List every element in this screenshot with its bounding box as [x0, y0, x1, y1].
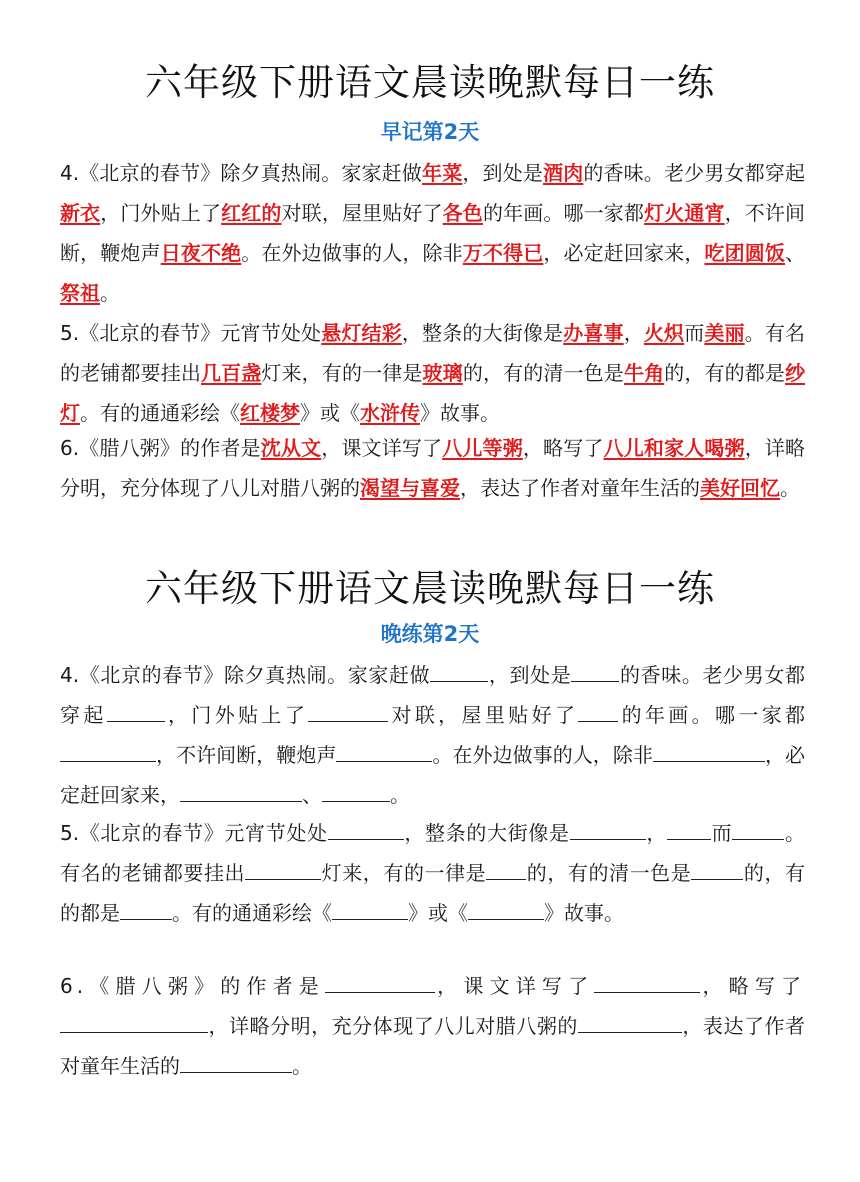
- text-segment: ，: [645, 821, 668, 845]
- text-segment: ，表达了作者对童年生活的: [460, 476, 700, 500]
- morning-question-6: [60, 428, 805, 508]
- text-segment: 的年画。哪一家都: [618, 703, 806, 727]
- text-segment: 》或《: [408, 901, 468, 925]
- text-segment: 。在外边做事的人，除非: [432, 743, 653, 767]
- text-segment: 。在外边做事的人，除非: [241, 241, 463, 265]
- morning-subtitle: 早记第2天: [380, 120, 480, 144]
- page-title-repeat: 六年级下册语文晨读晚默每日一练: [145, 567, 715, 610]
- answer-blank[interactable]: [180, 779, 302, 802]
- text-segment: 的，有的都是: [60, 861, 806, 925]
- text-segment: 。: [292, 1054, 312, 1078]
- text-segment: 》故事。: [420, 401, 500, 425]
- answer: 悬灯结彩: [321, 321, 402, 345]
- answer-blank[interactable]: [468, 897, 544, 920]
- evening-subtitle: 晚练第2天: [380, 622, 480, 646]
- text-segment: ，详略分明，充分体现了八儿对腊八粥的: [208, 1014, 578, 1038]
- morning-question-5: [60, 313, 805, 433]
- text-segment: 灯来，有的一律是: [261, 361, 423, 385]
- answer-blank[interactable]: [60, 739, 156, 762]
- text-segment: 。有的通通彩绘《: [172, 901, 332, 925]
- answer-blank[interactable]: [732, 817, 784, 840]
- answer-blank[interactable]: [571, 659, 619, 682]
- text-segment: 的，有的清一色是: [462, 361, 624, 385]
- answer: 万不得已: [462, 241, 544, 265]
- answer-blank[interactable]: [430, 659, 488, 682]
- answer-blank[interactable]: [328, 817, 404, 840]
- answer: 日夜不绝: [160, 241, 242, 265]
- text-segment: 。有名的老铺都要挂出: [60, 821, 806, 885]
- text-segment: 的香味。老少男女都穿起: [583, 161, 805, 185]
- answer-blank[interactable]: [486, 857, 526, 880]
- evening-question-4: [60, 655, 805, 815]
- answer-blank[interactable]: [578, 699, 618, 722]
- text-segment: ，到处是: [488, 663, 572, 687]
- evening-question-6: [60, 966, 805, 1086]
- morning-question-4: [60, 153, 805, 313]
- text-segment: ，略写了: [522, 436, 604, 460]
- text-segment: 的，有的都是: [664, 361, 786, 385]
- text-segment: 而: [711, 821, 733, 845]
- answer-blank[interactable]: [325, 970, 435, 993]
- answer-blank[interactable]: [691, 857, 743, 880]
- answer: 新衣: [60, 201, 101, 225]
- text-segment: 、: [302, 783, 322, 807]
- text-segment: 6.《腊八粥》的作者是: [60, 974, 325, 998]
- answer: 红红的: [221, 201, 282, 225]
- answer: 牛角: [623, 361, 665, 385]
- answer: 纱灯: [60, 361, 806, 425]
- answer: 灯火通宵: [644, 201, 725, 225]
- answer: 年菜: [422, 161, 463, 185]
- answer-blank[interactable]: [120, 897, 172, 920]
- text-segment: 、: [785, 241, 806, 265]
- text-segment: 。有名的老铺都要挂出: [60, 321, 806, 385]
- answer: 渴望与喜爱: [360, 476, 460, 500]
- answer: 酒肉: [543, 161, 584, 185]
- text-segment: 》故事。: [544, 901, 624, 925]
- text-segment: 对联，屋里贴好了: [388, 703, 579, 727]
- answer: 玻璃: [422, 361, 463, 385]
- text-segment: 。: [390, 783, 410, 807]
- answer-blank[interactable]: [332, 897, 408, 920]
- text-segment: 》或《: [300, 401, 360, 425]
- answer-blank[interactable]: [322, 779, 390, 802]
- evening-question-5: [60, 813, 805, 933]
- text-segment: ，必定赶回家来，: [543, 241, 705, 265]
- answer: 吃团圆饭: [704, 241, 786, 265]
- text-segment: 。有的通通彩绘《: [80, 401, 240, 425]
- answer-blank[interactable]: [594, 970, 700, 993]
- text-segment: ，到处是: [462, 161, 544, 185]
- text-segment: ，表达了作者对童年生活的: [60, 1014, 806, 1078]
- text-segment: 而: [684, 321, 705, 345]
- answer-blank[interactable]: [570, 817, 646, 840]
- answer: 八儿和家人喝粥: [603, 436, 745, 460]
- text-segment: 4.《北京的春节》除夕真热闹。家家赶做: [60, 161, 423, 185]
- answer-blank[interactable]: [60, 1010, 208, 1033]
- answer: 红楼梦: [240, 401, 300, 425]
- answer: 水浒传: [360, 401, 420, 425]
- text-segment: 灯来，有的一律是: [321, 861, 487, 885]
- text-segment: 的年画。哪一家都: [482, 201, 645, 225]
- text-segment: ，课文详写了: [434, 974, 595, 998]
- answer-blank[interactable]: [336, 739, 432, 762]
- text-segment: 5.《北京的春节》元宵节处处: [60, 821, 328, 845]
- answer-blank[interactable]: [107, 699, 165, 722]
- text-segment: ，不许间断，鞭炮声: [60, 201, 806, 265]
- answer-blank[interactable]: [667, 817, 711, 840]
- text-segment: ，整条的大街像是: [401, 321, 564, 345]
- text-segment: ，: [623, 321, 644, 345]
- answer: 祭祖: [60, 281, 100, 305]
- answer: 各色: [442, 201, 483, 225]
- text-segment: 6.《腊八粥》的作者是: [60, 436, 261, 460]
- answer: 美好回忆: [700, 476, 780, 500]
- text-segment: ，必定赶回家来，: [60, 743, 806, 807]
- answer-blank[interactable]: [653, 739, 765, 762]
- text-segment: 4.《北京的春节》除夕真热闹。家家赶做: [60, 663, 431, 687]
- text-segment: ，不许间断，鞭炮声: [156, 743, 337, 767]
- answer-blank[interactable]: [308, 699, 388, 722]
- page-title: 六年级下册语文晨读晚默每日一练: [145, 61, 715, 104]
- text-segment: 5.《北京的春节》元宵节处处: [60, 321, 322, 345]
- answer: 沈从文: [260, 436, 322, 460]
- text-segment: 的香味。老少男女都穿起: [60, 663, 806, 727]
- text-segment: 。: [780, 476, 800, 500]
- answer-blank[interactable]: [578, 1010, 682, 1033]
- text-segment: ，详略分明，充分体现了八儿对腊八粥的: [60, 436, 806, 500]
- text-segment: ，门外贴上了: [164, 703, 309, 727]
- text-segment: 的，有的清一色是: [526, 861, 692, 885]
- text-segment: ，课文详写了: [321, 436, 443, 460]
- answer: 火炽: [643, 321, 685, 345]
- answer: 几百盏: [200, 361, 262, 385]
- answer-blank[interactable]: [245, 857, 321, 880]
- answer-blank[interactable]: [180, 1050, 292, 1073]
- text-segment: ，整条的大街像是: [403, 821, 570, 845]
- text-segment: ，略写了: [700, 974, 806, 998]
- answer: 美丽: [704, 321, 745, 345]
- answer: 办喜事: [563, 321, 624, 345]
- text-segment: 。: [100, 281, 120, 305]
- answer: 八儿等粥: [442, 436, 523, 460]
- text-segment: 对联，屋里贴好了: [281, 201, 443, 225]
- text-segment: ，门外贴上了: [100, 201, 222, 225]
